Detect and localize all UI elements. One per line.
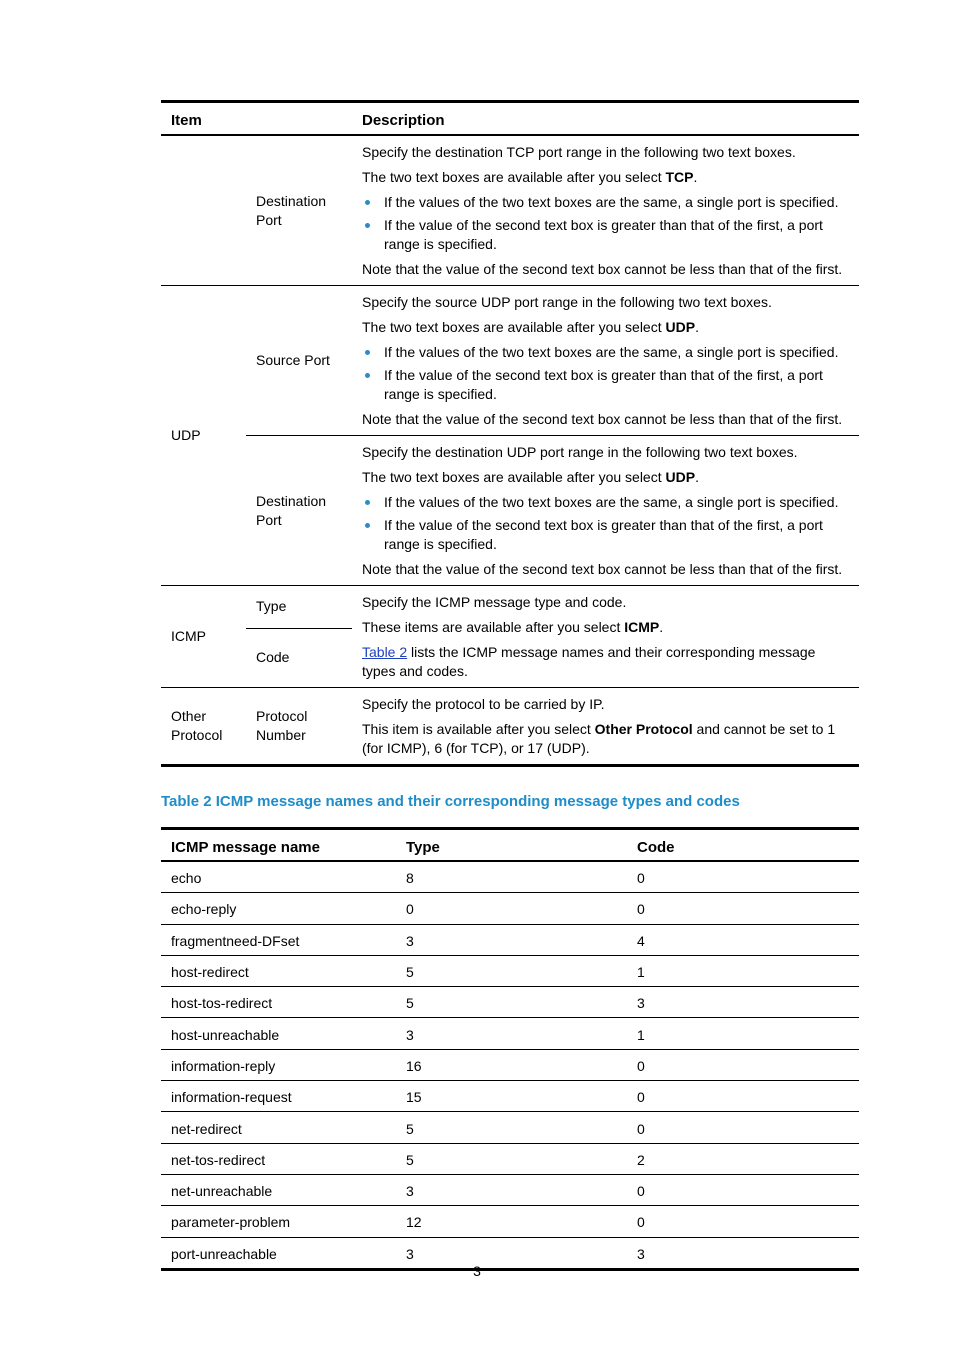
cell-type: 3: [396, 1174, 627, 1205]
desc-text: The two text boxes are available after you select UDP.: [362, 319, 699, 335]
table-row: [161, 861, 859, 893]
desc-text: These items are available after you select ICMP.: [362, 619, 664, 635]
cell-type: 8: [406, 870, 414, 887]
cell-code: 3: [627, 1237, 859, 1269]
cell-message-name: port-unreachable: [161, 1237, 396, 1269]
sub-item-type: Type: [246, 586, 352, 629]
cell-type: 5: [396, 1112, 627, 1143]
desc-text: Specify the ICMP message type and code.: [362, 594, 627, 610]
desc-note: Note that the value of the second text box cannot be less than that of the first.: [362, 261, 843, 277]
page-number: 3: [473, 1263, 481, 1279]
item-label: Other Protocol: [161, 688, 246, 766]
desc-note: Note that the value of the second text box cannot be less than that of the first.: [362, 411, 843, 427]
cell-type: 15: [396, 1081, 627, 1112]
header-type: Type: [396, 829, 627, 862]
cell-code: 0: [627, 893, 859, 924]
table-row: [161, 987, 859, 1018]
description-cell: [352, 688, 859, 766]
desc-text: The two text boxes are available after you select TCP.: [362, 169, 698, 185]
cell-type: 12: [396, 1206, 627, 1237]
cell-message-name: echo: [171, 870, 202, 887]
cell-code: 0: [627, 1112, 859, 1143]
cell-message-name: net-tos-redirect: [161, 1143, 396, 1174]
table-row: [161, 893, 859, 924]
cell-code: 0: [637, 870, 645, 887]
cell-message-name: net-redirect: [161, 1112, 396, 1143]
desc-text: Specify the protocol to be carried by IP.: [362, 696, 605, 712]
sub-item-label: Source Port: [246, 286, 352, 436]
desc-text: The two text boxes are available after you select UDP.: [362, 469, 699, 485]
list-item: If the value of the second text box is greater than that of the first, a port range is specified.: [362, 516, 851, 554]
protocol-config-table: [161, 100, 859, 767]
list-item: If the value of the second text box is greater than that of the first, a port range is specified.: [362, 366, 851, 404]
cell-code: 4: [627, 924, 859, 955]
cell-message-name: parameter-problem: [161, 1206, 396, 1237]
description-cell: [352, 135, 859, 286]
cell-type: 0: [396, 893, 627, 924]
cell-message-name: host-tos-redirect: [161, 987, 396, 1018]
cell-type: 3: [396, 1018, 627, 1049]
cell-code: 3: [627, 987, 859, 1018]
bullet-list: [362, 343, 851, 404]
sub-item-code: Code: [246, 628, 352, 687]
desc-text: Specify the source UDP port range in the following two text boxes.: [362, 294, 772, 310]
cell-message-name: information-reply: [161, 1049, 396, 1080]
description-cell: [352, 586, 859, 688]
cell-code: 1: [627, 955, 859, 986]
table-row: [161, 1206, 859, 1237]
sub-item-label: Destination Port: [256, 192, 327, 228]
cell-message-name: information-request: [161, 1081, 396, 1112]
cell-message-name: host-redirect: [161, 955, 396, 986]
table-2-caption: Table 2 ICMP message names and their corresponding message types and codes: [161, 793, 740, 810]
cell-message-name: net-unreachable: [161, 1174, 396, 1205]
item-label: ICMP: [161, 586, 246, 688]
header-icmp-message-name: ICMP message name: [161, 829, 396, 862]
list-item: If the values of the two text boxes are the same, a single port is specified.: [362, 493, 851, 512]
sub-item-label: Protocol Number: [246, 688, 352, 766]
table-row: [161, 1174, 859, 1205]
table-row: [161, 1018, 859, 1049]
cell-message-name: echo-reply: [161, 893, 396, 924]
cell-type: 5: [396, 955, 627, 986]
cell-type: 3: [396, 1237, 627, 1269]
cell-type: 5: [396, 1143, 627, 1174]
table-row: [161, 924, 859, 955]
cell-type: 16: [396, 1049, 627, 1080]
table-row: [161, 1081, 859, 1112]
cell-type: 3: [396, 924, 627, 955]
desc-note: Note that the value of the second text box cannot be less than that of the first.: [362, 561, 843, 577]
table-row: [161, 955, 859, 986]
description-cell: [352, 436, 859, 586]
cell-type: 5: [396, 987, 627, 1018]
cell-code: 0: [627, 1049, 859, 1080]
cell-message-name: fragmentneed-DFset: [161, 924, 396, 955]
description-cell: [352, 286, 859, 436]
bullet-list: [362, 193, 851, 254]
desc-text: This item is available after you select Other Protocol and cannot be set to 1 (for ICMP), 6 (for TCP), or 17 (UDP).: [362, 721, 836, 756]
cell-code: 0: [627, 1174, 859, 1205]
icmp-message-table: [161, 827, 859, 1271]
desc-text: Specify the destination TCP port range in the following two text boxes.: [362, 144, 796, 160]
list-item: If the values of the two text boxes are the same, a single port is specified.: [362, 343, 851, 362]
sub-item-label: Destination Port: [246, 436, 352, 586]
table-row: [161, 1112, 859, 1143]
table-2-link[interactable]: Table 2: [362, 644, 408, 660]
list-item: If the values of the two text boxes are the same, a single port is specified.: [362, 193, 851, 212]
cell-code: 0: [627, 1206, 859, 1237]
item-label: UDP: [161, 286, 246, 586]
desc-text: Table 2 lists the ICMP message names and their corresponding message types and codes.: [362, 644, 816, 679]
list-item: If the value of the second text box is greater than that of the first, a port range is specified.: [362, 216, 851, 254]
cell-code: 1: [627, 1018, 859, 1049]
cell-message-name: host-unreachable: [161, 1018, 396, 1049]
header-code: Code: [627, 829, 859, 862]
cell-code: 0: [627, 1081, 859, 1112]
desc-text: Specify the destination UDP port range in the following two text boxes.: [362, 444, 798, 460]
bullet-list: [362, 493, 851, 554]
cell-code: 2: [627, 1143, 859, 1174]
header-description: Description: [352, 102, 859, 136]
table-row: [161, 1143, 859, 1174]
item-cell-empty: [161, 135, 246, 286]
table-row: [161, 1049, 859, 1080]
header-item: Item: [161, 102, 352, 136]
